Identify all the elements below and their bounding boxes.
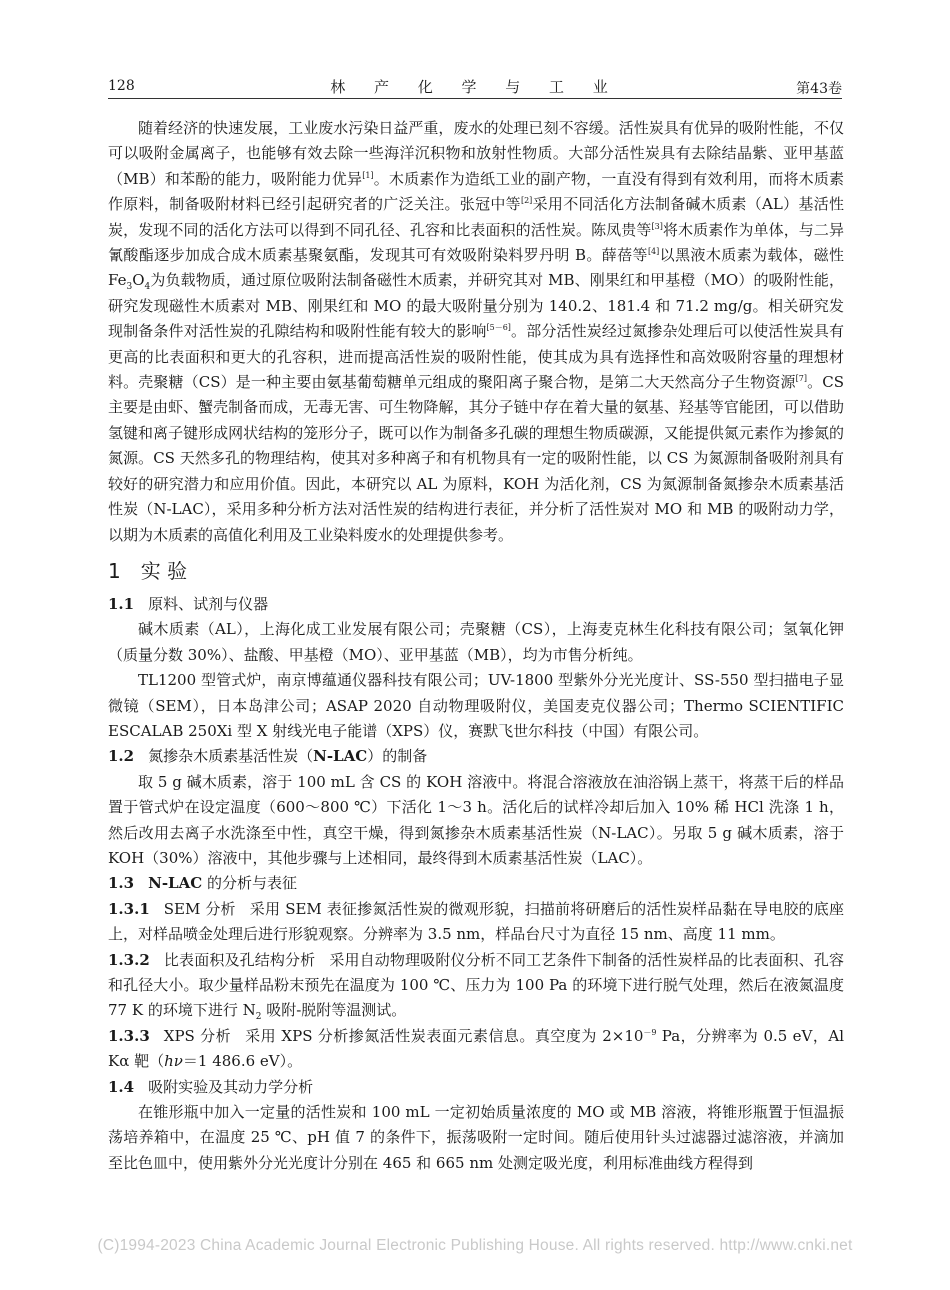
bet-analysis-paragraph: 1.3.2 比表面积及孔结构分析 采用自动物理吸附仪分析不同工艺条件下制备的活性炭样品的比表面积、孔容和孔径大小。取少量样品粉末预先在温度为 100 ℃、压力为 100 Pa 的环境下进行脱气处理，然后在液氮温度 77 K 的环境下进行 $N_2$ 吸附-脱附等温测试。 — [108, 950, 844, 1023]
section-heading-1: 1 实 验 — [108, 558, 188, 583]
subsection-heading-1-2: 1.2 氮掺杂木质素基活性炭（N-LAC）的制备 — [108, 747, 428, 766]
citation-ref[interactable]: [7] — [795, 374, 807, 384]
citation-ref[interactable]: [3] — [651, 221, 663, 231]
citation-ref[interactable]: [1] — [362, 170, 374, 180]
citation-ref[interactable]: [4] — [647, 247, 660, 257]
article-body — [108, 116, 844, 1176]
citation-ref[interactable]: [2] — [520, 196, 533, 206]
subsection-heading-1-4: 1.4 吸附实验及其动力学分析 — [108, 1077, 314, 1096]
volume-label: 第43卷 — [796, 81, 842, 97]
page-number: 128 — [108, 78, 135, 94]
xps-analysis-paragraph: 1.3.3 XPS 分析 采用 XPS 分析掺氮活性炭表面元素信息。真空度为 $2\times 10^{-9}$ Pa，分辨率为 0.5 eV，Al Kα 靶（hν＝1 486.6 eV）。 — [108, 1026, 844, 1071]
materials-paragraph: 碱木质素（AL），上海化成工业发展有限公司；壳聚糖（CS），上海麦克林生化科技有限公司；氢氧化钾（质量分数 30%）、盐酸、甲基橙（MO）、亚甲基蓝（MB），均为市售分析纯。 — [108, 620, 844, 664]
journal-title: 林 产 化 学 与 工 业 — [330, 78, 620, 96]
preparation-paragraph: 取 5 g 碱木质素，溶于 100 mL 含 CS 的 KOH 溶液中。将混合溶液放在油浴锅上蒸干，将蒸干后的样品置于管式炉在设定温度（600～800 ℃）下活化 1～3 h。活化后的试样冷却后加入 10% 稀 HCl 洗涤 1 h，然后改用去离子水洗涤至中性，真空干燥，得到氮掺杂木质素基活性炭（N-LAC）。另取 5 g 碱木质素，溶于 KOH（30%）溶液中，其他步骤与上述相同，最终得到木质素基活性炭（LAC）。 — [108, 772, 844, 867]
copyright-footer: (C)1994-2023 China Academic Journal Electronic Publishing House. All rights reserved. http://www.cnki.net — [97, 1237, 853, 1254]
citation-ref[interactable]: [5－6] — [486, 323, 511, 333]
adsorption-paragraph: 在锥形瓶中加入一定量的活性炭和 100 mL 一定初始质量浓度的 MO 或 MB 溶液，将锥形瓶置于恒温振荡培养箱中，在温度 25 ℃、pH 值 7 的条件下，振荡吸附一定时间。随后使用针头过滤器过滤溶液，并滴加至比色皿中，使用紫外分光光度计分别在 465 和 665 nm 处测定吸光度，利用标准曲线方程得到 — [108, 1103, 844, 1172]
running-header — [108, 72, 842, 99]
instruments-paragraph: TL1200 型管式炉，南京博蕴通仪器科技有限公司；UV-1800 型紫外分光光度计、SS-550 型扫描电子显微镜（SEM），日本岛津公司；ASAP 2020 自动物理吸附仪，美国麦克仪器公司；Thermo SCIENTIFIC ESCALAB 250Xi 型 X 射线光电子能谱（XPS）仪，赛默飞世尔科技（中国）有限公司。 — [108, 671, 844, 740]
sem-analysis-paragraph: 1.3.1 SEM 分析 采用 SEM 表征掺氮活性炭的微观形貌，扫描前将研磨后的活性炭样品黏在导电胶的底座上，对样品喷金处理后进行形貌观察。分辨率为 3.5 nm，样品台尺寸为直径 15 nm、高度 11 mm。 — [108, 899, 844, 944]
intro-paragraph: 随着经济的快速发展，工业废水污染日益严重，废水的处理已刻不容缓。活性炭具有优异的吸附性能，不仅可以吸附金属离子，也能够有效去除一些海洋沉积物和放射性物质。大部分活性炭具有去除结晶紫、亚甲基蓝（MB）和苯酚的能力，吸附能力优异[1]。木质素作为造纸工业的副产物，一直没有得到有效利用，而将木质素作原料，制备吸附材料已经引起研究者的广泛关注。张冠中等[2]采用不同活化方法制备碱木质素（AL）基活性炭，发现不同的活化方法可以得到不同孔径、孔容和比表面积的活性炭。陈凤贵等[3]将木质素作为单体，与二异氰酸酯逐步加成合成木质素基聚氨酯，发现其可有效吸附染料罗丹明 B。薛蓓等[4]以黑液木质素为载体，磁性 $Fe_3O_4$为负载物质，通过原位吸附法制备磁性木质素，并研究其对 MB、刚果红和甲基橙（MO）的吸附性能，研究发现磁性木质素对 MB、刚果红和 MO 的最大吸附量分别为 140.2、181.4 和 71.2 mg/g。相关研究发现制备条件对活性炭的孔隙结构和吸附性能有较大的影响[5－6]。部分活性炭经过氮掺杂处理后可以使活性炭具有更高的比表面积和更大的孔容积，进而提高活性炭的吸附性能，使其成为具有选择性和高效吸附容量的理想材料。壳聚糖（CS）是一种主要由氨基葡萄糖单元组成的聚阳离子聚合物，是第二大天然高分子生物资源[7]。CS 主要是由虾、蟹壳制备而成，无毒无害、可生物降解，其分子链中存在着大量的氨基、羟基等官能团，可以借助氢键和离子键形成网状结构的笼形分子，既可以作为制备多孔碳的理想生物质碳源，又能提供氮元素作为掺氮的氮源。CS 天然多孔的物理结构，使其对多种离子和有机物具有一定的吸附性能，以 CS 为氮源制备吸附剂具有较好的研究潜力和应用价值。因此，本研究以 AL 为原料，KOH 为活化剂，CS 为氮源制备氮掺杂木质素基活性炭（N-LAC），采用多种分析方法对活性炭的结构进行表征，并分析了活性炭对 MO 和 MB 的吸附动力学，以期为木质素的高值化利用及工业染料废水的处理提供参考。 — [108, 119, 844, 544]
subsection-heading-1-3: 1.3 N-LAC 的分析与表征 — [108, 874, 297, 893]
subsection-heading-1-1: 1.1 原料、试剂与仪器 — [108, 594, 269, 613]
